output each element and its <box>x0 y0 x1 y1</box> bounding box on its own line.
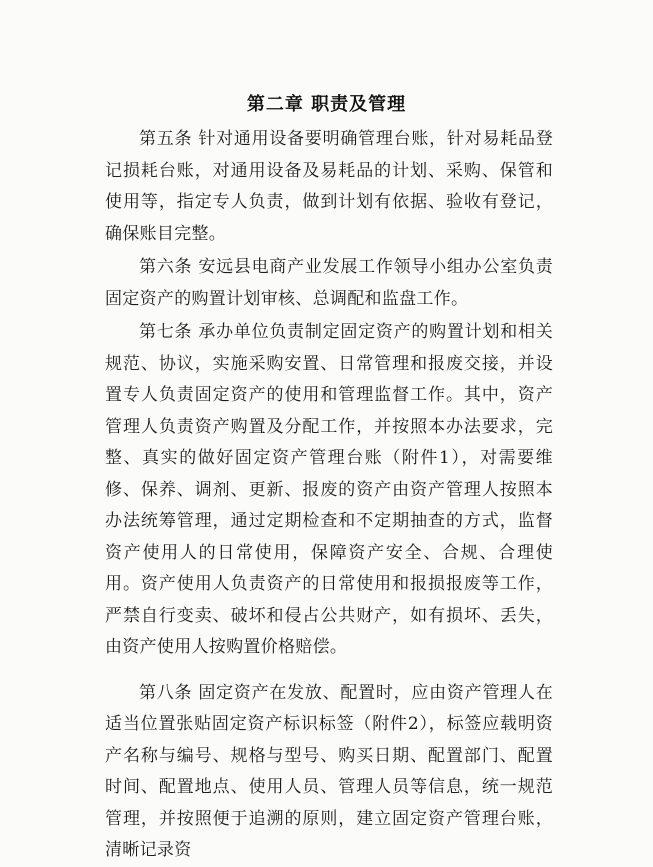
article-5-paragraph: 第五条 针对通用设备要明确管理台账，针对易耗品登记损耗台账，对通用设备及易耗品的计划、采购、保管和使用等，指定专人负责，做到计划有依据、验收有登记，确保账目完整。 <box>105 129 553 244</box>
document-body <box>105 124 553 867</box>
article-8-paragraph: 第八条 固定资产在发放、配置时，应由资产管理人在适当位置张贴固定资产标识标签（附件2），标签应载明资产名称与编号、规格与型号、购买日期、配置部门、配置时间、配置地点、使用人员、管理人员等信息，统一规范管理，并按照便于追溯的原则，建立固定资产管理台账，清晰记录资 <box>105 682 553 860</box>
article-7-paragraph: 第七条 承办单位负责制定固定资产的购置计划和相关规范、协议，实施采购安置、日常管理和报废交接，并设置专人负责固定资产的使用和管理监督工作。其中，资产管理人负责资产购置及分配工作，并按照本办法要求，完整、真实的做好固定资产管理台账（附件1），对需要维修、保养、调剂、更新、报废的资产由资产管理人按照本办法统筹管理，通过定期检查和不定期抽查的方式，监督资产使用人的日常使用，保障资产安全、合规、合理使用。资产使用人负责资产的日常使用和报损报废等工作，严禁自行变卖、破坏和侵占公共财产，如有损坏、丢失，由资产使用人按购置价格赔偿。 <box>105 322 553 657</box>
chapter-title: 第二章 职责及管理 <box>246 94 407 115</box>
article-6-paragraph: 第六条 安远县电商产业发展工作领导小组办公室负责固定资产的购置计划审核、总调配和监盘工作。 <box>105 257 553 309</box>
